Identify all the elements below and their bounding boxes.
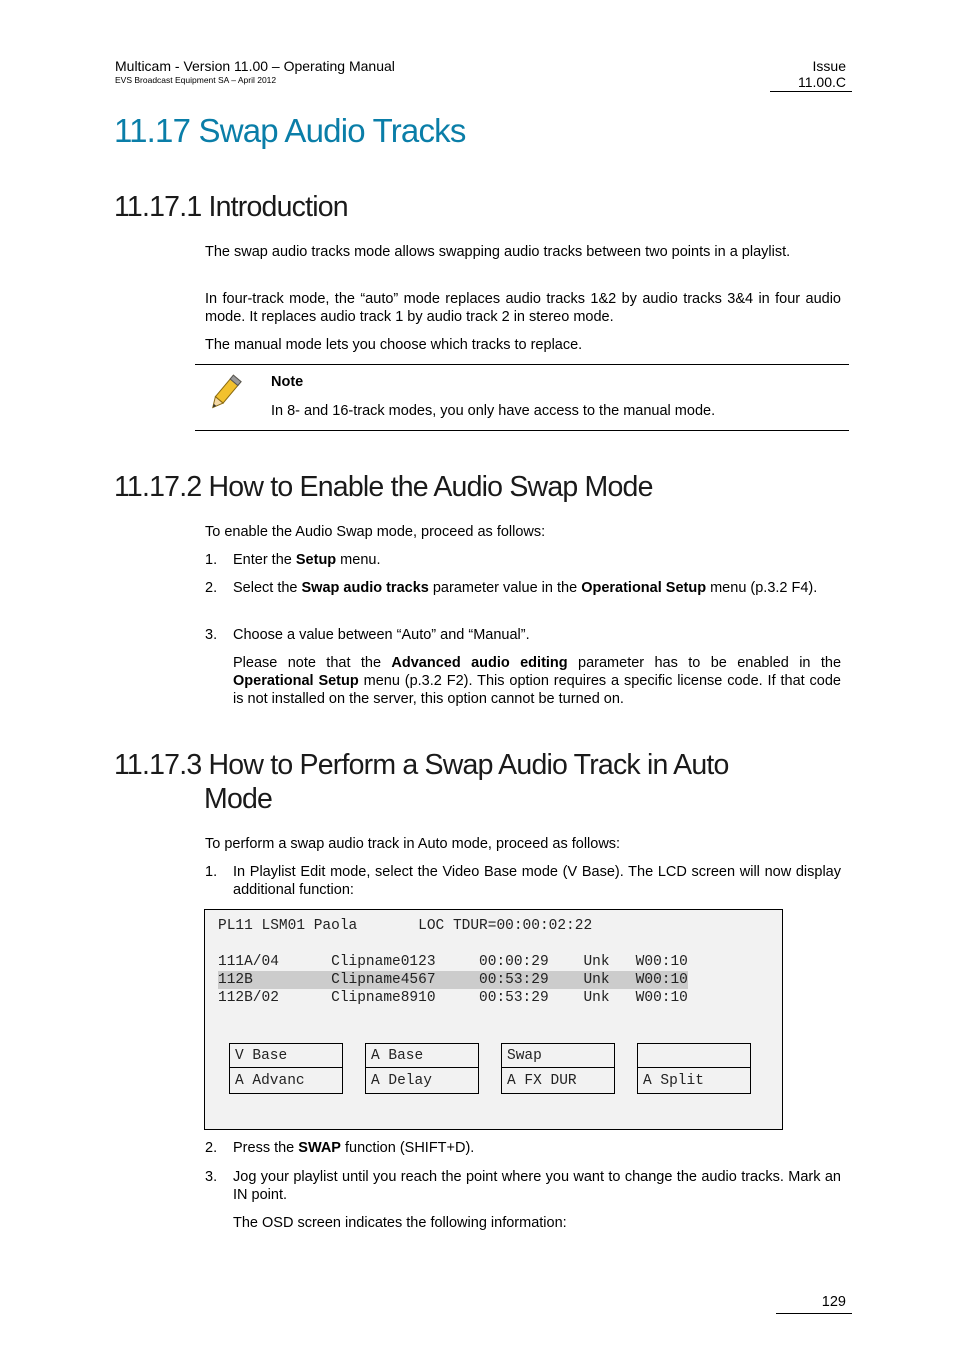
section-heading-auto-line-1: 11.17.3 How to Perform a Swap Audio Track in Auto: [114, 749, 729, 781]
lcd-status-line: PL11 LSM01 Paola LOC TDUR=00:00:02:22: [218, 918, 593, 934]
fkey-primary-label: V Base: [230, 1044, 342, 1068]
manual-title: Multicam - Version 11.00 – Operating Manual: [115, 58, 395, 74]
fkey-shift-label: A Delay: [371, 1073, 432, 1089]
fkey-primary-label: A Base: [366, 1044, 478, 1068]
enable-intro: To enable the Audio Swap mode, proceed as follows:: [205, 524, 546, 540]
step-number: 2.: [205, 580, 218, 596]
header-rule: [770, 91, 852, 92]
intro-paragraph-3: The manual mode lets you choose which tracks to replace.: [205, 337, 583, 353]
fkey-primary-label: [638, 1044, 750, 1068]
fkey-shift-label: A FX DUR: [507, 1073, 577, 1089]
footer-rule: [776, 1313, 852, 1314]
step-number: 3.: [205, 1169, 218, 1185]
section-heading-introduction: 11.17.1 Introduction: [114, 191, 348, 223]
lcd-playlist-row: 111A/04 Clipname0123 00:00:29 Unk W00:10: [218, 954, 688, 970]
enable-step-3-note: Please note that the Advanced audio editing parameter has to be enabled in the Operational Setup menu (p.3.2 F2). This option requires a specific license code. If that code is not installed on the server, this option cannot be turned on.: [233, 655, 842, 707]
pencil-icon: [204, 372, 246, 419]
function-key-f1: [229, 1043, 343, 1094]
auto-step-3: Jog your playlist until you reach the point where you want to change the audio tracks. Mark an IN point.: [233, 1169, 841, 1203]
step-number: 1.: [205, 552, 218, 568]
enable-step-3: Choose a value between “Auto” and “Manual”.: [233, 627, 530, 643]
publisher-line: EVS Broadcast Equipment SA – April 2012: [115, 75, 277, 85]
step-number: 1.: [205, 864, 218, 880]
fkey-shift-label: A Split: [643, 1073, 704, 1089]
lcd-playlist-row: 112B/02 Clipname8910 00:53:29 Unk W00:10: [218, 990, 688, 1006]
section-heading-enable: 11.17.2 How to Enable the Audio Swap Mode: [114, 471, 653, 503]
note-title: Note: [271, 374, 304, 390]
page-number: 129: [821, 1294, 846, 1310]
chapter-title: 11.17 Swap Audio Tracks: [114, 112, 466, 149]
lcd-playlist-row-selected: 112B Clipname4567 00:53:29 Unk W00:10: [218, 972, 688, 988]
auto-step-1: In Playlist Edit mode, select the Video Base mode (V Base). The LCD screen will now display additional function:: [233, 864, 841, 898]
intro-paragraph-2: In four-track mode, the “auto” mode replaces audio tracks 1&2 by audio tracks 3&4 in four audio mode. It replaces audio track 1 by audio track 2 in stereo mode.: [205, 291, 841, 325]
issue-version: 11.00.C: [798, 74, 846, 90]
intro-paragraph-1: The swap audio tracks mode allows swapping audio tracks between two points in a playlist.: [205, 244, 791, 260]
step-number: 3.: [205, 627, 218, 643]
enable-step-2: Select the Swap audio tracks parameter value in the Operational Setup menu (p.3.2 F4).: [233, 580, 818, 596]
step-number: 2.: [205, 1140, 218, 1156]
note-top-rule: [195, 364, 849, 365]
auto-intro: To perform a swap audio track in Auto mode, proceed as follows:: [205, 836, 621, 852]
fkey-primary-label: Swap: [502, 1044, 614, 1068]
auto-step-3-followup: The OSD screen indicates the following information:: [233, 1215, 567, 1231]
lcd-screen: [204, 909, 783, 1130]
issue-label: Issue: [812, 58, 846, 74]
function-key-f4: [637, 1043, 751, 1094]
fkey-shift-label: A Advanc: [235, 1073, 305, 1089]
note-text: In 8- and 16-track modes, you only have access to the manual mode.: [271, 403, 716, 419]
function-key-f3: [501, 1043, 615, 1094]
auto-step-2: Press the SWAP function (SHIFT+D).: [233, 1140, 475, 1156]
section-heading-auto-line-2: Mode: [204, 783, 273, 815]
enable-step-1: Enter the Setup menu.: [233, 552, 381, 568]
function-key-f2: [365, 1043, 479, 1094]
note-bottom-rule: [195, 430, 849, 431]
